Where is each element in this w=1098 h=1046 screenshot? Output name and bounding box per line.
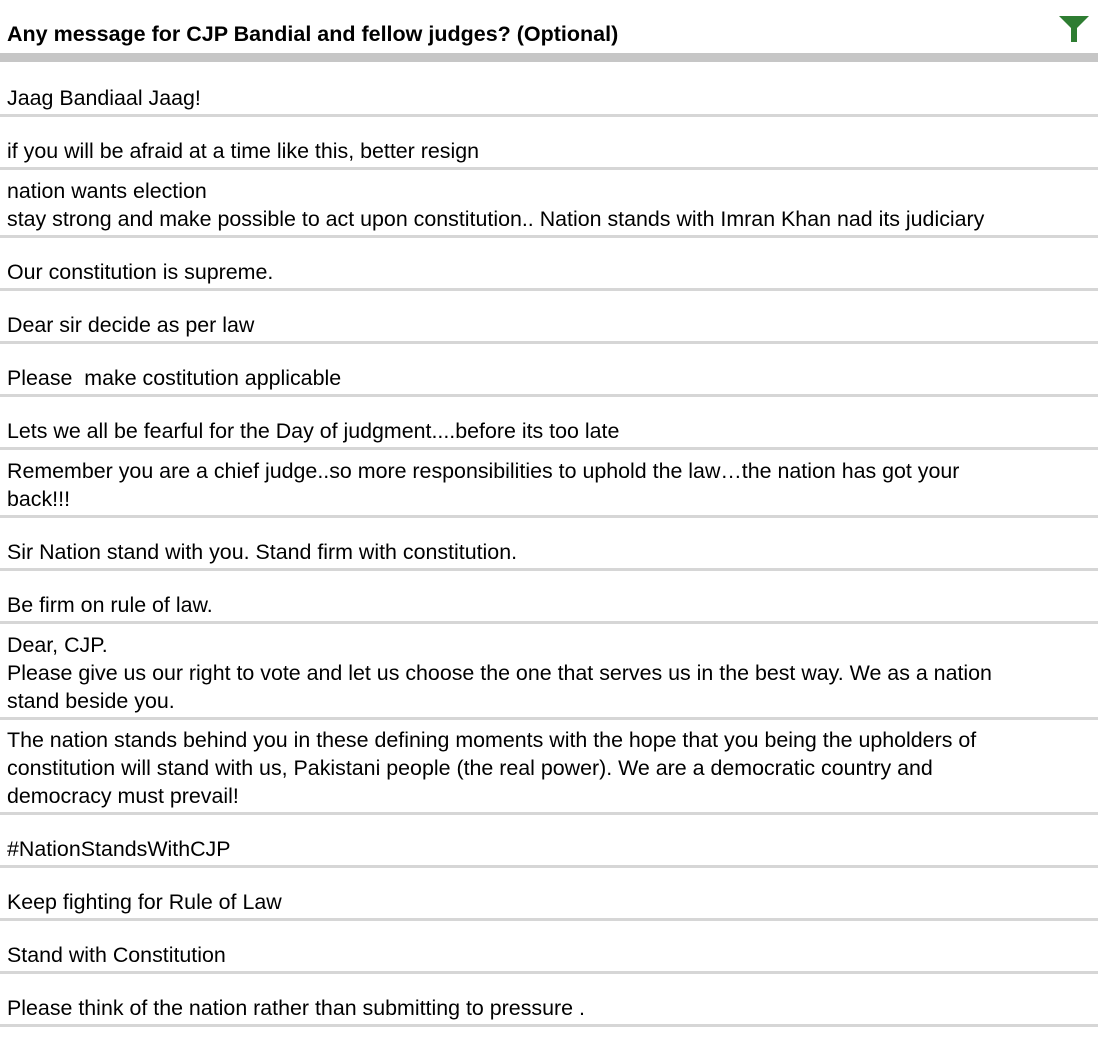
list-item-text: Dear, CJP. Please give us our right to vote and let us choose the one that serves us in the best way. We as a nation stand beside you.	[7, 633, 992, 713]
list-item-text: #NationStandsWithCJP	[7, 837, 231, 861]
list-item-text: Stand with Constitution	[7, 943, 226, 967]
list-item-text: Dear sir decide as per law	[7, 313, 255, 337]
column-header-title: Any message for CJP Bandial and fellow judges? (Optional)	[7, 22, 619, 46]
list-item	[0, 344, 1098, 397]
list-item-text: if you will be afraid at a time like this, better resign	[7, 139, 479, 163]
list-item	[0, 921, 1098, 974]
list-item-text: Please make costitution applicable	[7, 366, 342, 390]
list-item	[0, 974, 1098, 1027]
list-item	[0, 117, 1098, 170]
list-item	[0, 62, 1098, 117]
list-item	[0, 450, 1098, 518]
list-item-text: Remember you are a chief judge..so more responsibilities to uphold the law…the nation has got your back!!!	[7, 459, 960, 511]
list-item-text: Sir Nation stand with you. Stand firm with constitution.	[7, 540, 518, 564]
list-item	[0, 624, 1098, 720]
list-item-text: nation wants election stay strong and make possible to act upon constitution.. Nation stands with Imran Khan nad its judiciary	[7, 179, 985, 231]
list-item	[0, 291, 1098, 344]
list-item	[0, 868, 1098, 921]
filter-icon[interactable]	[1058, 14, 1090, 44]
list-item	[0, 238, 1098, 291]
list-item-text: Our constitution is supreme.	[7, 260, 274, 284]
list-item	[0, 397, 1098, 450]
list-item-text: Keep fighting for Rule of Law	[7, 890, 282, 914]
list-item	[0, 518, 1098, 571]
list-item	[0, 815, 1098, 868]
list-item-text: Jaag Bandiaal Jaag!	[7, 86, 201, 110]
list-item-text: The nation stands behind you in these defining moments with the hope that you being the upholders of constitution will stand with us, Pakistani people (the real power). We are a democratic country and democracy must prevail!	[7, 728, 977, 808]
list-item	[0, 170, 1098, 238]
response-list	[0, 62, 1098, 1027]
list-item-text: Please think of the nation rather than submitting to pressure .	[7, 996, 585, 1020]
column-header	[0, 0, 1098, 62]
list-item	[0, 720, 1098, 815]
list-item-text: Lets we all be fearful for the Day of judgment....before its too late	[7, 419, 620, 443]
list-item-text: Be firm on rule of law.	[7, 593, 213, 617]
list-item	[0, 571, 1098, 624]
